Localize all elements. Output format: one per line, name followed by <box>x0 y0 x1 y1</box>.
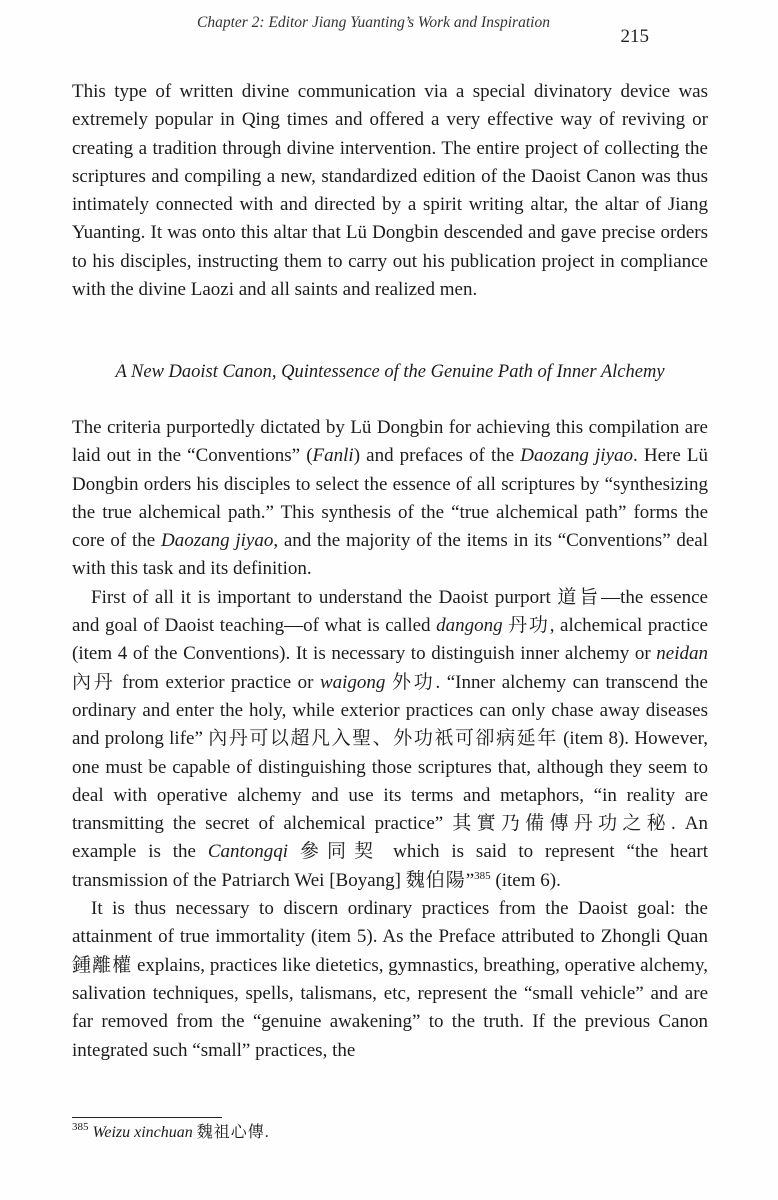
footnote-divider <box>72 1117 222 1118</box>
chapter-title: Chapter 2: Editor Jiang Yuanting’s Work and Inspiration <box>197 14 550 31</box>
paragraph-immortality: It is thus necessary to discern ordinary practices from the Daoist goal: the attainment of true immortality (item 5). As the Preface attributed to Zhongli Quan 鍾離權 explains, practices like dietetics, gymnastics, breathing, operative alchemy, salivation techniques, spells, talismans, etc, represent the “small vehicle” and are far removed from the “genuine awakening” to the truth. If the previous Canon integrated such “small” practices, the <box>72 898 708 1061</box>
footnote-ref[interactable]: 385 <box>474 869 491 882</box>
paragraph-purport: First of all it is important to understand the Daoist purport 道旨—the essence and goal of Daoist teaching—of what is called dangong 丹功, alchemical practice (item 4 of the Conventions). It is necessary to distinguish inner alchemy or neidan 內丹 from exterior practice or waigong 外功. “Inner alchemy can transcend the ordinary and enter the holy, while exterior practices can only chase away diseases and prolong life” 內丹可以超凡入聖、外功祇可卻病延年 (item 8). However, one must be capable of distinguishing those scriptures that, although they seem to deal with operative alchemy and use its terms and metaphors, “in reality are transmitting the secret of alchemical practice” 其實乃備傳丹功之秘. An example is the Cantongqi 參同契 which is said to represent “the heart transmission of the Patriarch Wei [Boyang] 魏伯陽”$^{385}$ (item 6). <box>72 586 708 891</box>
running-head <box>197 14 719 47</box>
paragraph-criteria: The criteria purportedly dictated by Lü Dongbin for achieving this compilation are laid out in the “Conventions” (Fanli) and prefaces of the Daozang jiyao. Here Lü Dongbin orders his disciples to select the essence of all scriptures by “synthesizing the true alchemical path.” This synthesis of the “true alchemical path” forms the core of the Daozang jiyao, and the majority of the items in its “Conventions” deal with this task and its definition. <box>72 417 709 580</box>
paragraph-intro <box>72 78 708 304</box>
section-heading: A New Daoist Canon, Quintessence of the Genuine Path of Inner Alchemy <box>115 362 665 382</box>
footnote-cjk: 魏祖心傳 <box>196 1124 265 1141</box>
paragraph-intro-text: This type of written divine communication via a special divinatory device was extremely popular in Qing times and offered a very effective way of reviving or creating a tradition through divine intervention. The entire project of collecting the scriptures and compiling a new, standardized edition of the Daoist Canon was thus intimately connected with and directed by a spirit writing altar, the altar of Jiang Yuanting. It was onto this altar that Lü Dongbin descended and gave precise orders to his disciples, instructing them to carry out his publication project in compliance with the divine Laozi and all saints and realized men. <box>72 81 708 301</box>
footnote-number: 385 <box>72 1121 89 1133</box>
footnote-title: Weizu xinchuan <box>92 1124 193 1141</box>
footnote-385: $^{385}$ Weizu xinchuan 魏祖心傳. <box>72 1121 269 1141</box>
main-text <box>72 414 708 1065</box>
page-number: 215 <box>620 26 649 47</box>
